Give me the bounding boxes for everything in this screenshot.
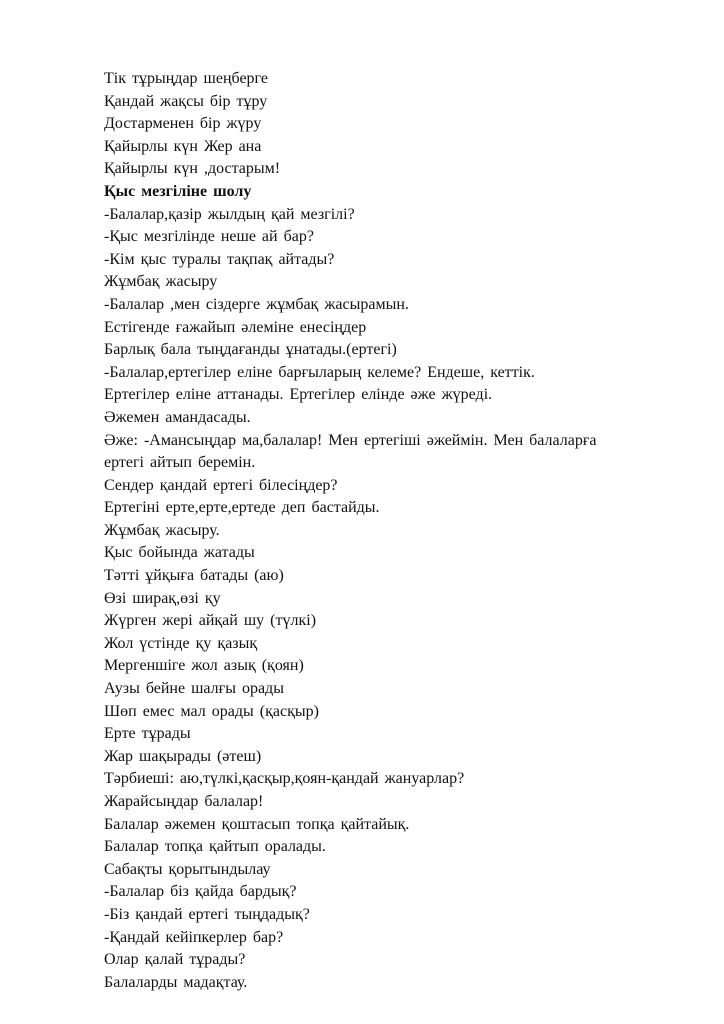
text-line: -Қыс мезгілінде неше ай бар? <box>104 228 314 246</box>
text-line: Тік тұрыңдар шеңберге <box>104 70 269 87</box>
text-line: -Балалар,қазір жылдың қай мезгілі? <box>104 205 355 223</box>
text-line: -Балалар ,мен сіздерге жұмбақ жасырамын. <box>104 295 409 313</box>
text-line: Достарменен бір жүру <box>104 115 262 133</box>
text-line: Ерте тұрады <box>104 725 191 743</box>
text-line: Өзі ширақ,өзі қу <box>104 589 221 607</box>
text-line: Балалар топқа қайтып оралады. <box>104 838 326 856</box>
text-line: Сендер қандай ертегі білесіңдер? <box>104 476 338 494</box>
text-line: Барлық бала тыңдағанды ұнатады.(ертегі) <box>104 341 397 359</box>
text-line: Жарайсыңдар балалар! <box>104 793 264 810</box>
text-line: Балалар әжемен қоштасып топқа қайтайық. <box>104 815 410 833</box>
text-line: -Балалар біз қайда бардық? <box>104 883 297 901</box>
text-line: Жұмбақ жасыру <box>104 273 218 291</box>
text-line: Аузы бейне шалғы орады <box>104 680 284 698</box>
text-line: -Қандай кейіпкерлер бар? <box>104 928 284 946</box>
text-line: -Кім қыс туралы тақпақ айтады? <box>104 250 335 268</box>
text-line: ертегі айтып беремін. <box>104 454 256 472</box>
text-line: -Балалар,ертегілер еліне барғыларың келеме? Ендеше, кеттік. <box>104 363 535 381</box>
text-line: Ертегіні ерте,ерте,ертеде деп бастайды. <box>104 499 380 517</box>
text-line: Әжемен амандасады. <box>104 408 251 426</box>
text-line: Қыс бойында жатады <box>104 544 255 562</box>
text-line: Қандай жақсы бір тұру <box>104 92 268 110</box>
text-line: -Біз қандай ертегі тыңдадық? <box>104 905 310 923</box>
text-line: Олар қалай тұрады? <box>104 951 246 969</box>
text-line: Ертегілер еліне аттанады. Ертегілер елінде әже жүреді. <box>104 386 493 404</box>
text-line: Мергеншіге жол азық (қоян) <box>104 657 304 675</box>
text-line: Әже: -Амансыңдар ма,балалар! Мен ертегіші әжеймін. Мен балаларға <box>104 431 597 449</box>
text-line: Тәтті ұйқыға батады (аю) <box>104 567 284 585</box>
text-line: Естігенде ғажайып әлеміне енесіңдер <box>104 318 367 336</box>
section-heading: Қыс мезгіліне шолу <box>104 182 252 200</box>
text-line: Жұмбақ жасыру. <box>104 521 220 539</box>
text-line: Шөп емес мал орады (қасқыр) <box>104 702 319 720</box>
text-line: Жар шақырады (әтеш) <box>104 747 262 765</box>
text-line: Сабақты қорытындылау <box>104 860 271 878</box>
text-line: Балаларды мадақтау. <box>104 973 248 991</box>
text-line: Қайырлы күн Жер ана <box>104 137 262 155</box>
text-line: Жүрген жері айқай шу (түлкі) <box>104 612 317 630</box>
text-line: Қайырлы күн ,достарым! <box>104 160 281 178</box>
document-text <box>104 68 704 994</box>
text-line: Тәрбиеші: аю,түлкі,қасқыр,қоян-қандай жануарлар? <box>104 770 465 788</box>
text-line: Жол үстінде қу қазық <box>104 634 258 652</box>
